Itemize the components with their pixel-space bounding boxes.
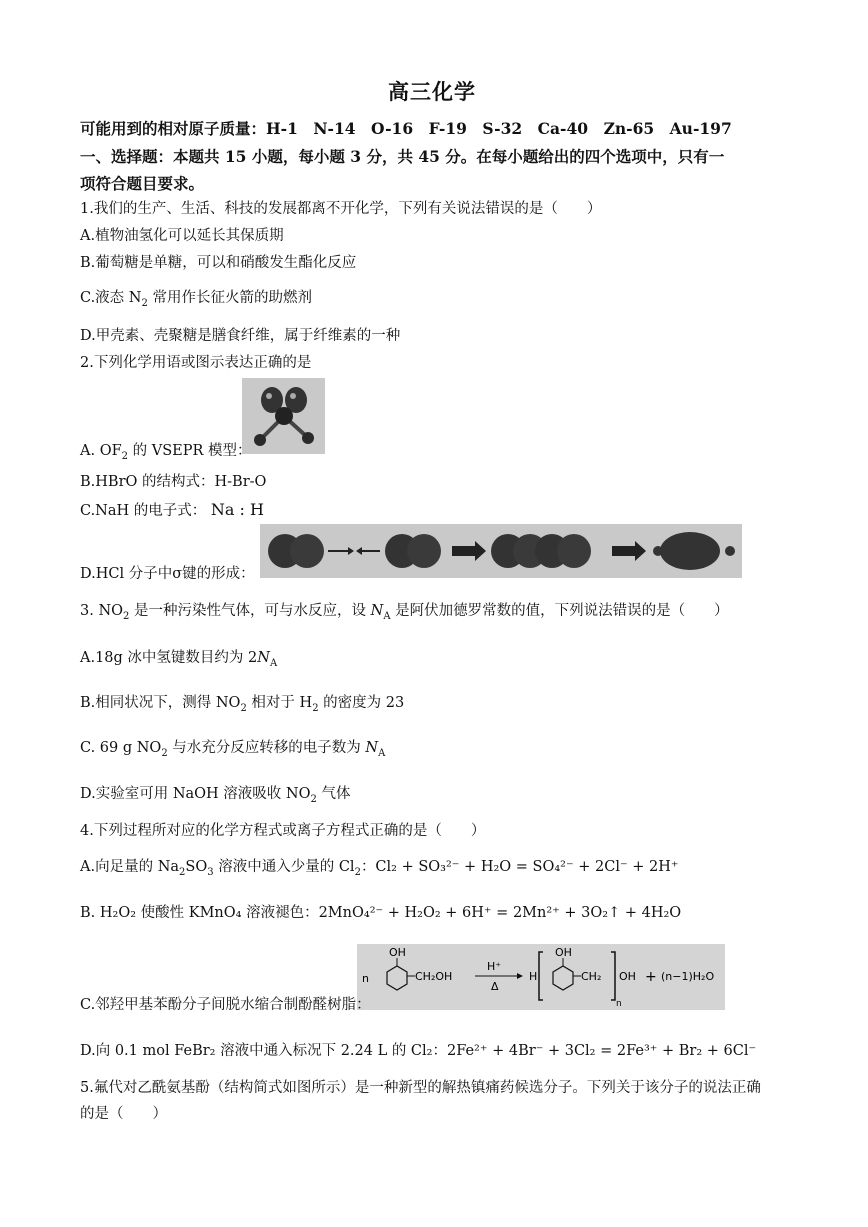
eq-water: (n−1)H₂O	[661, 970, 715, 983]
q2-option-a: A. $OF_2$ 的 VSEPR 模型：	[80, 443, 252, 462]
q1-option-d: D.甲壳素、壳聚糖是膳食纤维，属于纤维素的一种	[80, 328, 401, 344]
q4-option-a: A.向足量的 $Na_2SO_3$ 溶液中通入少量的 $Cl_2$：Cl₂ + SO₃²⁻ + H₂O = SO₄²⁻ + 2Cl⁻ + 2H⁺	[80, 859, 679, 878]
q4-option-d: D.向 0.1 mol FeBr₂ 溶液中通入标况下 2.24 L 的 Cl₂：2Fe²⁺ + 4Br⁻ + 3Cl₂ = 2Fe³⁺ + Br₂ + 6Cl⁻	[80, 1043, 757, 1059]
q2-option-d: D.HCl 分子中σ键的形成：	[80, 566, 255, 582]
q1-option-a: A.植物油氢化可以延长其保质期	[80, 228, 284, 244]
q1-option-c: C.液态 $N_2$ 常用作长征火箭的助燃剂	[80, 290, 312, 309]
phenolic-resin-equation-icon	[357, 944, 725, 1010]
sigma-bond-figure	[260, 524, 742, 578]
q4-stem: 4.下列过程所对应的化学方程式或离子方程式正确的是（ ）	[80, 823, 486, 839]
section-heading-line1: 一、选择题：本题共 15 小题，每小题 3 分，共 45 分。在每小题给出的四个选项中，只有一	[80, 147, 725, 166]
vsepr-model-figure	[242, 378, 325, 454]
section-heading-line2: 项符合题目要求。	[80, 174, 205, 193]
sigma-bond-formation-icon	[260, 524, 742, 578]
atomic-masses: 可能用到的相对原子质量：H-1 N-14 O-16 F-19 S-32 Ca-40 Zn-65 Au-197	[80, 119, 732, 138]
page-title: 高三化学	[388, 79, 476, 104]
eq-plus: +	[645, 969, 657, 985]
eq-end-oh: OH	[619, 970, 636, 983]
eq-catalyst: H⁺	[487, 960, 502, 973]
nah-electron-formula: Na : H	[210, 500, 264, 519]
q3-option-a: A.18g 冰中氢键数目约为 $2N_A$	[80, 650, 278, 669]
eq-sub-n: n	[616, 999, 622, 1009]
q3-option-c: C. 69 g $NO_2$ 与水充分反应转移的电子数为 $N_A$	[80, 740, 386, 759]
q5-stem-line2: 的是（ ）	[80, 1106, 167, 1122]
eq-heat: Δ	[491, 980, 499, 993]
q3-stem: 3. $NO_2$ 是一种污染性气体，可与水反应，设 $N_A$ 是阿伏加德罗常数的值，下列说法错误的是（ ）	[80, 603, 729, 622]
phenolic-resin-equation-figure	[357, 944, 725, 1010]
q3-option-d: D.实验室可用 NaOH 溶液吸收 $NO_2$ 气体	[80, 786, 351, 805]
eq-ch2oh: CH₂OH	[415, 970, 453, 983]
q2-option-b: B.HBrO 的结构式：H-Br-O	[80, 474, 267, 490]
eq-ch2: CH₂	[581, 970, 602, 983]
q1-option-b: B.葡萄糖是单糖，可以和硝酸发生酯化反应	[80, 255, 357, 271]
q2-option-c: C.NaH 的电子式： Na : H	[80, 500, 264, 519]
q2-stem: 2.下列化学用语或图示表达正确的是	[80, 355, 312, 371]
q1-stem: 1.我们的生产、生活、科技的发展都离不开化学，下列有关说法错误的是（ ）	[80, 201, 602, 217]
q5-stem-line1: 5.氟代对乙酰氨基酚（结构简式如图所示）是一种新型的解热镇痛药候选分子。下列关于该分子的说法正确	[80, 1080, 761, 1096]
q4-option-c: C.邻羟甲基苯酚分子间脱水缩合制酚醛树脂：	[80, 997, 371, 1013]
eq-prod-oh: OH	[555, 946, 572, 959]
q4-option-b: B. H₂O₂ 使酸性 KMnO₄ 溶液褪色：2MnO₄²⁻ + H₂O₂ + 6H⁺ = 2Mn²⁺ + 3O₂↑ + 4H₂O	[80, 905, 682, 921]
eq-oh: OH	[389, 946, 406, 959]
eq-h-left: H	[529, 970, 538, 983]
eq-n: n	[362, 972, 369, 985]
vsepr-model-icon	[242, 378, 325, 454]
q3-option-b: B.相同状况下，测得 $NO_2$ 相对于 $H_2$ 的密度为 23	[80, 695, 405, 714]
